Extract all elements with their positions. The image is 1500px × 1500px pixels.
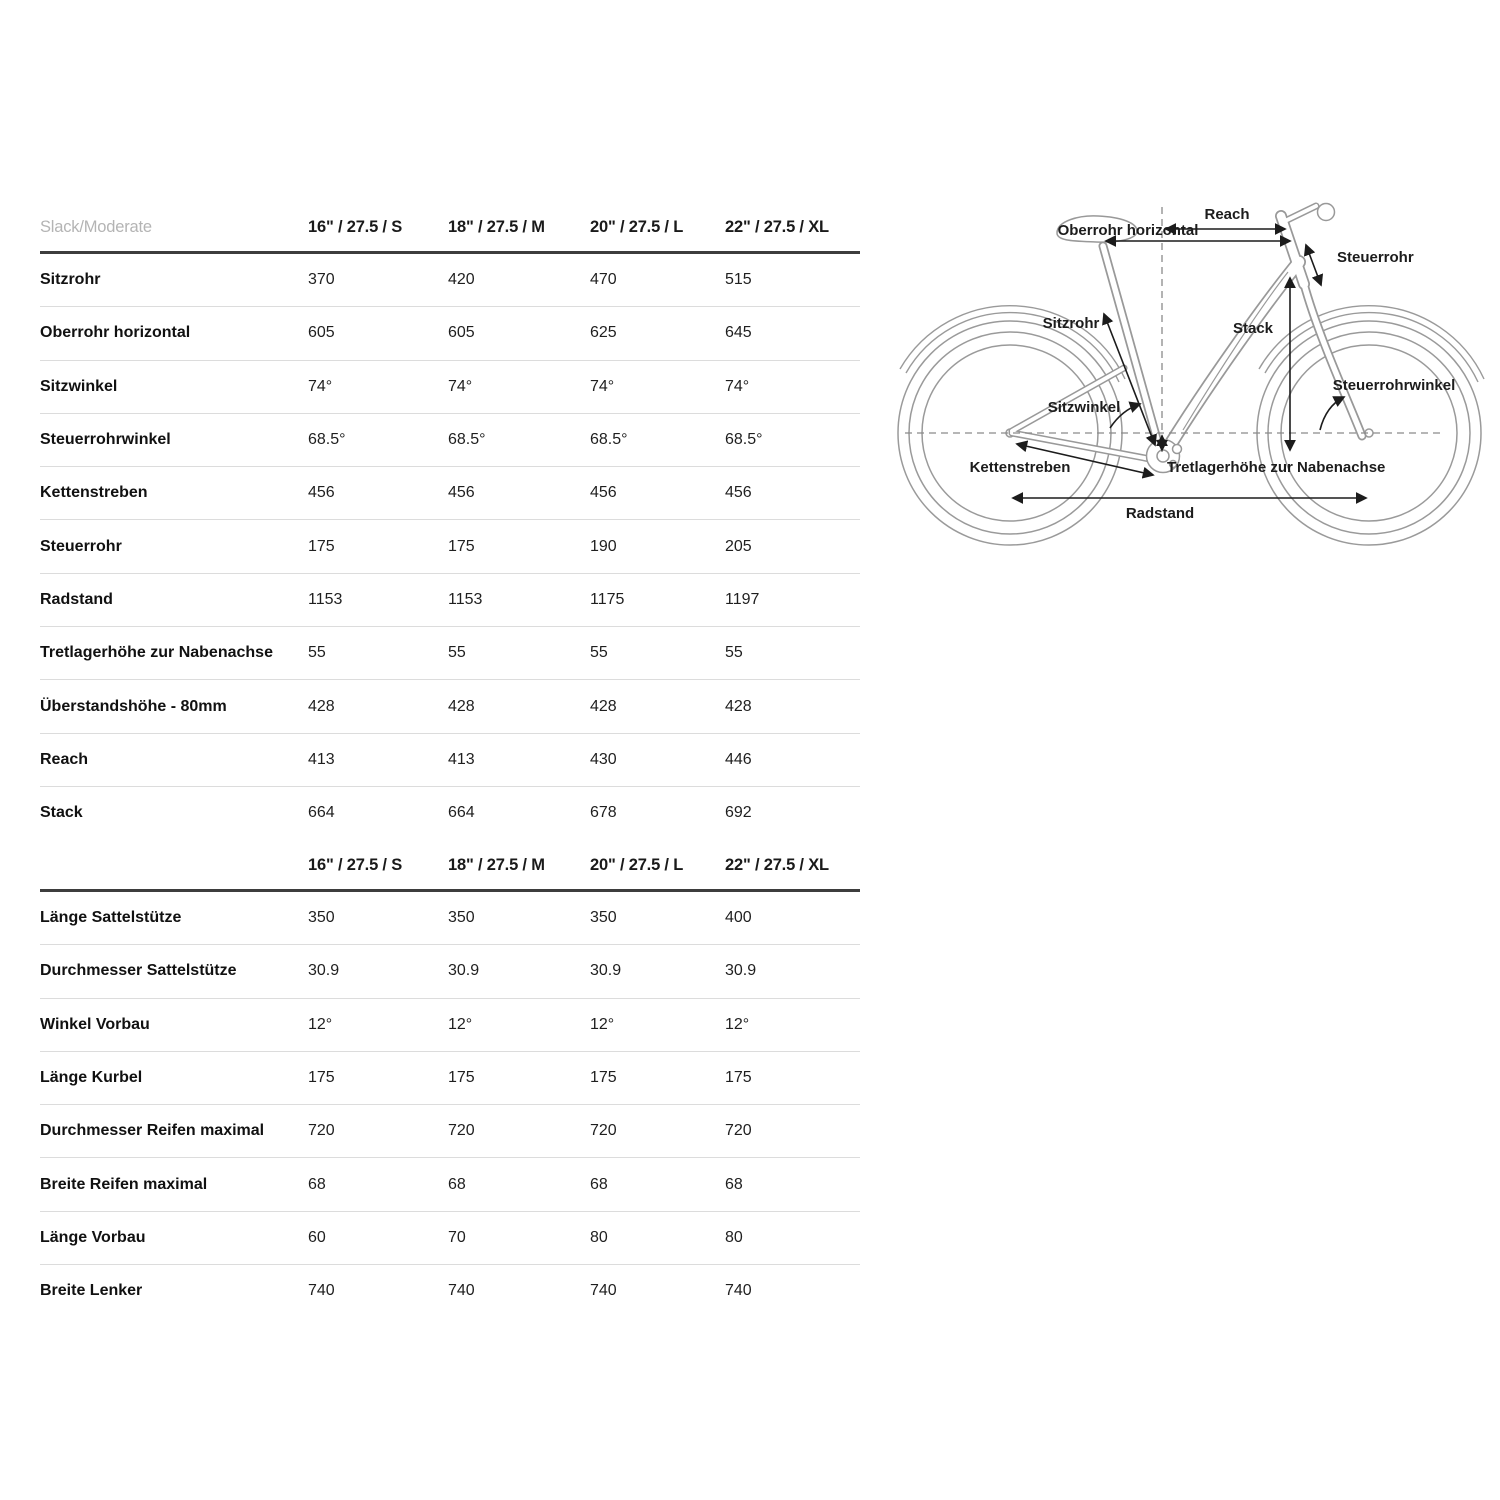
table-row — [40, 1211, 860, 1264]
value-cell: 664 — [308, 804, 335, 822]
row-label: Überstandshöhe - 80mm — [40, 680, 308, 733]
row-label: Reach — [40, 733, 308, 786]
value-cell: 12° — [308, 998, 448, 1051]
diagram-label-tretlagerhoehe: Tretlagerhöhe zur Nabenachse — [1167, 459, 1386, 476]
value-cell: 68.5° — [308, 413, 448, 466]
value-cell: 30.9 — [590, 945, 725, 998]
value-cell: 30.9 — [725, 945, 860, 998]
value-cell: 678 — [590, 804, 617, 822]
table-row — [40, 1158, 860, 1211]
value-cell: 645 — [725, 307, 860, 360]
column-header: 16" / 27.5 / S — [308, 203, 448, 253]
table-row — [40, 573, 860, 626]
table-row — [40, 680, 860, 733]
value-cell: 400 — [725, 891, 860, 945]
value-cell: 80 — [590, 1211, 725, 1264]
value-cell: 55 — [448, 627, 590, 680]
table-row — [40, 786, 860, 839]
value-cell: 55 — [590, 627, 725, 680]
value-cell: 175 — [308, 1051, 448, 1104]
column-header: 20" / 27.5 / L — [590, 841, 725, 891]
value-cell: 720 — [308, 1105, 448, 1158]
value-cell: 175 — [448, 1051, 590, 1104]
value-cell: 740 — [308, 1282, 335, 1300]
value-cell: 190 — [590, 520, 725, 573]
table-row — [40, 307, 860, 360]
steuerrohrwinkel-arc-arrow — [1320, 397, 1344, 430]
row-label: Sitzwinkel — [40, 360, 308, 413]
header-row — [40, 203, 860, 253]
handlebar-grip-icon — [1318, 204, 1335, 221]
bike-frame-icon — [1012, 206, 1362, 459]
table-row — [40, 891, 860, 945]
value-cell: 456 — [448, 467, 590, 520]
row-label: Kettenstreben — [40, 467, 308, 520]
value-cell: 74° — [448, 360, 590, 413]
value-cell: 1197 — [725, 573, 860, 626]
value-cell: 605 — [448, 307, 590, 360]
value-cell: 350 — [308, 891, 448, 945]
value-cell: 68.5° — [590, 413, 725, 466]
column-header: 18" / 27.5 / M — [448, 203, 590, 253]
table-row — [40, 413, 860, 466]
value-cell: 470 — [590, 253, 725, 307]
row-label: Winkel Vorbau — [40, 998, 308, 1051]
value-cell: 413 — [448, 733, 590, 786]
value-cell: 456 — [590, 467, 725, 520]
table-corner-label — [40, 841, 308, 891]
row-label: Durchmesser Reifen maximal — [40, 1105, 308, 1158]
value-cell: 68.5° — [725, 413, 860, 466]
value-cell: 68 — [448, 1158, 590, 1211]
table-row — [40, 360, 860, 413]
value-cell: 1153 — [308, 573, 448, 626]
value-cell: 720 — [590, 1105, 725, 1158]
row-label: Steuerrohr — [40, 520, 308, 573]
diagram-label-sitzrohr: Sitzrohr — [1042, 315, 1100, 332]
row-label: Länge Sattelstütze — [40, 891, 308, 945]
table-row — [40, 998, 860, 1051]
value-cell: 175 — [448, 520, 590, 573]
table-row — [40, 1051, 860, 1104]
value-cell: 692 — [725, 804, 752, 822]
row-label: Oberrohr horizontal — [40, 307, 308, 360]
value-cell: 370 — [308, 253, 448, 307]
value-cell: 350 — [448, 891, 590, 945]
value-cell: 428 — [308, 680, 448, 733]
value-cell: 175 — [725, 1051, 860, 1104]
row-label: Länge Kurbel — [40, 1051, 308, 1104]
value-cell: 175 — [590, 1051, 725, 1104]
value-cell: 430 — [590, 733, 725, 786]
column-header: 22" / 27.5 / XL — [725, 203, 860, 253]
value-cell: 80 — [725, 1211, 860, 1264]
table-corner-label: Slack/Moderate — [40, 203, 308, 253]
value-cell: 428 — [448, 680, 590, 733]
value-cell: 74° — [590, 360, 725, 413]
value-cell: 740 — [725, 1282, 752, 1300]
value-cell: 12° — [448, 998, 590, 1051]
row-label: Breite Lenker — [40, 1282, 143, 1300]
row-label: Sitzrohr — [40, 253, 308, 307]
diagram-label-radstand: Radstand — [1125, 505, 1195, 522]
row-label: Breite Reifen maximal — [40, 1158, 308, 1211]
value-cell: 456 — [308, 467, 448, 520]
value-cell: 740 — [590, 1282, 617, 1300]
value-cell: 55 — [308, 627, 448, 680]
value-cell: 515 — [725, 253, 860, 307]
row-label: Durchmesser Sattelstütze — [40, 945, 308, 998]
value-cell: 30.9 — [448, 945, 590, 998]
value-cell: 413 — [308, 733, 448, 786]
table-row — [40, 945, 860, 998]
value-cell: 205 — [725, 520, 860, 573]
diagram-label-stack: Stack — [1232, 320, 1274, 337]
row-label: Stack — [40, 804, 83, 822]
value-cell: 428 — [725, 680, 860, 733]
row-label: Länge Vorbau — [40, 1211, 308, 1264]
table-row — [40, 1265, 860, 1318]
value-cell: 74° — [725, 360, 860, 413]
value-cell: 446 — [725, 733, 860, 786]
column-header: 18" / 27.5 / M — [448, 841, 590, 891]
value-cell: 68.5° — [448, 413, 590, 466]
diagram-label-steuerrohrwinkel: Steuerrohrwinkel — [1332, 377, 1456, 394]
value-cell: 70 — [448, 1211, 590, 1264]
table-row — [40, 627, 860, 680]
value-cell: 74° — [308, 360, 448, 413]
value-cell: 720 — [448, 1105, 590, 1158]
value-cell: 605 — [308, 307, 448, 360]
value-cell: 12° — [590, 998, 725, 1051]
value-cell: 664 — [448, 804, 475, 822]
geometry-table-frame — [40, 203, 860, 839]
table-row — [40, 1105, 860, 1158]
table-row — [40, 253, 860, 307]
row-label: Radstand — [40, 573, 308, 626]
diagram-label-sitzwinkel: Sitzwinkel — [1047, 399, 1121, 416]
value-cell: 60 — [308, 1211, 448, 1264]
diagram-label-kettenstreben: Kettenstreben — [969, 459, 1071, 476]
value-cell: 68 — [308, 1158, 448, 1211]
value-cell: 68 — [590, 1158, 725, 1211]
diagram-label-oberrohr: Oberrohr horizontal — [1057, 222, 1199, 239]
value-cell: 30.9 — [308, 945, 448, 998]
value-cell: 428 — [590, 680, 725, 733]
header-row — [40, 841, 860, 891]
value-cell: 1175 — [590, 573, 725, 626]
row-label: Tretlagerhöhe zur Nabenachse — [40, 627, 308, 680]
value-cell: 720 — [725, 1105, 860, 1158]
column-header: 16" / 27.5 / S — [308, 841, 448, 891]
value-cell: 625 — [590, 307, 725, 360]
table-row — [40, 733, 860, 786]
value-cell: 12° — [725, 998, 860, 1051]
value-cell: 456 — [725, 467, 860, 520]
value-cell: 350 — [590, 891, 725, 945]
table-row — [40, 520, 860, 573]
column-header: 22" / 27.5 / XL — [725, 841, 860, 891]
table-row — [40, 467, 860, 520]
geometry-table-components — [40, 841, 860, 1317]
column-header: 20" / 27.5 / L — [590, 203, 725, 253]
value-cell: 175 — [308, 520, 448, 573]
value-cell: 740 — [448, 1282, 475, 1300]
bike-geometry-diagram — [890, 185, 1500, 575]
value-cell: 420 — [448, 253, 590, 307]
value-cell: 68 — [725, 1158, 860, 1211]
front-fender-icon — [1259, 306, 1484, 382]
row-label: Steuerrohrwinkel — [40, 413, 308, 466]
value-cell: 1153 — [448, 573, 590, 626]
diagram-label-steuerrohr: Steuerrohr — [1337, 249, 1414, 266]
value-cell: 55 — [725, 627, 860, 680]
diagram-label-reach: Reach — [1204, 206, 1250, 223]
